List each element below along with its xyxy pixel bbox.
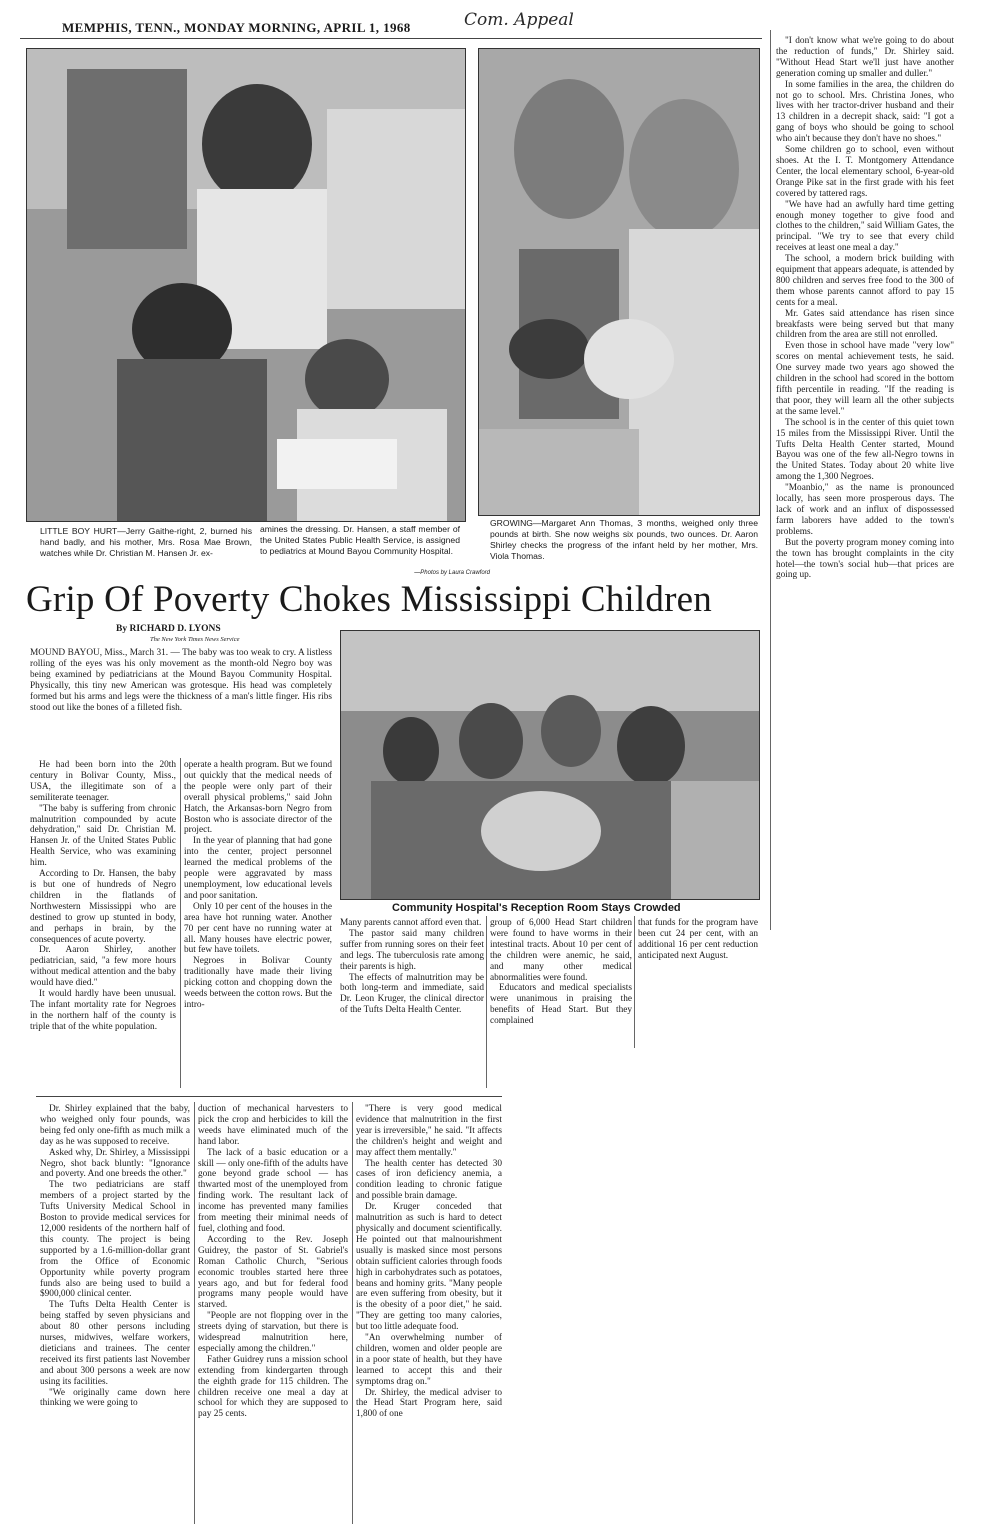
lower-column-2-paragraph: duction of mechanical harvesters to pick the crop and herbicides to kill the weeds have eliminated much of the hand labor. [198, 1104, 348, 1147]
photo-reception-room [340, 630, 760, 900]
lead-paragraph [30, 648, 332, 760]
column-divider [352, 1102, 353, 1524]
right-column-paragraph: "We have had an awfully hard time getting enough money together to give food and clothes to the children," said William Gates, the principal. "We try to see that every child receives at least one meal a day." [776, 199, 954, 254]
lower-column-2-paragraph: "People are not flopping over in the streets dying of starvation, but there is widespread malnutrition here, especially among the children." [198, 1311, 348, 1354]
lower-column-3-paragraph: Dr. Shirley, the medical adviser to the Head Start Program here, said 1,800 of one [356, 1387, 502, 1420]
photo-growing-image [479, 49, 759, 515]
right-column [776, 36, 954, 932]
right-column-paragraph: But the poverty program money coming into the town has brought complaints in the city hotel—the town's social hub—that prices are going up. [776, 537, 954, 581]
right-column-paragraph: "Moanbio," as the name is pronounced locally, has seen more prosperous days. The lack of work and an influx of dispossessed farm laborers have added to the town's problems. [776, 483, 954, 537]
lower-column-1-paragraph: Dr. Shirley explained that the baby, who weighed only four pounds, was being fed only one-fifth as much milk a day as he was supposed to receive. [40, 1104, 190, 1147]
lower-column-3-paragraph: "There is very good medical evidence that malnutrition in the first year is irreversible," he said. "It affects the children's height and weight and may affect them mentally." [356, 1104, 502, 1158]
column-1-paragraph: "The baby is suffering from chronic malnutrition compounded by acute dehydration," said Dr. Christian M. Hansen Jr. of the United States Public Health Service, who was examining him. [30, 803, 176, 869]
column-2-paragraph: operate a health program. But we found out quickly that the medical needs of the people were only part of their overall physical problems," said John Hatch, the Arkansas-born Negro from Boston who is associate director of the project. [184, 760, 332, 836]
lower-column-1-paragraph: "We originally came down here thinking we were going to [40, 1387, 190, 1409]
right-column-paragraph: In some families in the area, the children do not go to school. Mrs. Christina Jones, who lives with her tractor-driver husband and their 13 children in a decrepit shack, said: "I got a gang of boys who should be going to school who ain't because they don't have no shoes." [776, 79, 954, 145]
lower-column-3-paragraph: The health center has detected 30 cases of iron deficiency anemia, a condition leading to chronic fatigue and possible brain damage. [356, 1158, 502, 1202]
column-1 [30, 760, 176, 1090]
caption-little-boy-hurt: LITTLE BOY HURT—Jerry Gaithe-right, 2, burned his hand badly, and his mother, Mrs. Rosa Mae Brown, watches while Dr. Christian M. Hansen Jr. ex- [40, 526, 252, 558]
column-1-paragraph: According to Dr. Hansen, the baby is but one of hundreds of Negro children in the flatlands of Northwestern Mississippi who are destined to grow up stunted in body, and perhaps in brain, by the consequences of acute poverty. [30, 869, 176, 945]
column-divider [180, 758, 181, 1088]
lower-column-1 [40, 1104, 190, 1524]
caption-growing: GROWING—Margaret Ann Thomas, 3 months, weighed only three pounds at birth. She now weighs six pounds, two ounces. Dr. Aaron Shirley checks the progress of the infant held by her mother, Mrs. Viola Thomas. [490, 518, 758, 561]
column-2-paragraph: Negroes in Bolivar County traditionally have made their living picking cotton and chopping down the weeds between the cotton rows. But the intro- [184, 956, 332, 1010]
lower-column-3-paragraph: "An overwhelming number of children, women and older people are in a poor state of health, but they have learned to accept this and their symptoms drag on." [356, 1333, 502, 1387]
right-column-paragraph: The school is in the center of this quiet town 15 miles from the Mississippi River. Until the Tufts Delta Health Center started, Mound Bayou was one of the few all-Negro towns in the United States. Today about 20 white live among the 1,300 Negroes. [776, 417, 954, 483]
byline: By RICHARD D. LYONS [116, 624, 221, 634]
news-service: The New York Times News Service [150, 636, 240, 643]
lower-column-2-paragraph: The lack of a basic education or a skill — only one-fifth of the adults have gone beyond grade school — has thwarted most of the unemployed from finding work. The resultant lack of income has prevented many families from meeting their minimal needs of fuel, clothing and food. [198, 1147, 348, 1234]
photo-growing [478, 48, 760, 516]
dateline: MEMPHIS, TENN., MONDAY MORNING, APRIL 1, 1968 [62, 20, 411, 35]
lower-column-1-paragraph: Asked why, Dr. Shirley, a Mississippi Negro, shot back bluntly: "Ignorance and poverty. And one breeds the other." [40, 1147, 190, 1180]
column-1-paragraph: He had been born into the 20th century in Bolivar County, Miss., USA, the illegitimate son of a semiliterate teenager. [30, 760, 176, 803]
column-4-paragraph: Educators and medical specialists were unanimous in praising the benefits of Head Start. But they complained [490, 983, 632, 1027]
photo-little-boy-hurt-image [27, 49, 465, 521]
right-column-paragraph: "I don't know what we're going to do about the reduction of funds," Dr. Shirley said. "Without Head Start we'll just have another generation coming up smaller and duller." [776, 36, 954, 79]
lower-column-2-paragraph: Father Guidrey runs a mission school extending from kindergarten through the eighth grade for 115 children. The children receive one meal a day at school for which they are supposed to pay 25 cents. [198, 1354, 348, 1420]
reception-room-caption: Community Hospital's Reception Room Stays Crowded [392, 902, 681, 914]
column-1-paragraph: Dr. Aaron Shirley, another pediatrician, said, "a few more hours without medical attention and the baby would have died." [30, 945, 176, 989]
column-5-paragraph: that funds for the program have been cut 24 per cent, with an additional 16 per cent reduction anticipated next August. [638, 918, 758, 961]
column-2-paragraph: In the year of planning that had gone into the center, project personnel learned the medical problems of the people were aggravated by mass unemployment, low educational levels and poor sanitation. [184, 836, 332, 901]
column-3 [340, 918, 484, 1088]
handwritten-note: Com. Appeal [464, 10, 574, 30]
right-column-paragraph: Mr. Gates said attendance has risen since breakfasts were being served but that many children from the area are still not enrolled. [776, 308, 954, 341]
lower-column-2-paragraph: According to the Rev. Joseph Guidrey, the pastor of St. Gabriel's Roman Catholic Church, "Serious economic troubles started here three years ago, and but for federal food programs many people would have starved. [198, 1234, 348, 1311]
column-1-paragraph: It would hardly have been unusual. The infant mortality rate for Negroes in the northern half of the county is triple that of the white population. [30, 989, 176, 1032]
column-2-paragraph: Only 10 per cent of the houses in the area have hot running water. Another 70 per cent have no running water at all. Many houses have electric power, but few have toilets. [184, 901, 332, 956]
column-4-paragraph: group of 6,000 Head Start children were found to have worms in their intestinal tracts. About 10 per cent of the children were anemic, he said, and many other medical abnormalities were found. [490, 918, 632, 983]
lead-text: MOUND BAYOU, Miss., March 31. — The baby was too weak to cry. A listless rolling of the eyes was his only movement as the month-old Negro boy was being examined by pediatricians at the Mound Bayou Community Hospital. Physically, this tiny new American was grotesque. His head was completely formed but his arms and legs were the thickness of a man's little finger. His ribs stood out like the bones of a filleted fish. [30, 648, 332, 713]
column-2 [184, 760, 332, 1090]
lower-column-1-paragraph: The two pediatricians are staff members of a project started by the Tufts University Medical School in Boston to provide medical services for 12,000 residents of the northern half of this county. The project is being supported by a 1.6-million-dollar grant from the Office of Economic Opportunity while poverty program funds also are being used to build a $900,000 clinical center. [40, 1180, 190, 1300]
column-divider [770, 30, 771, 930]
right-column-paragraph: The school, a modern brick building with equipment that appears adequate, is attended by 800 children and serves free food to the 300 of them whose parents cannot afford to pay 15 cents for a meal. [776, 254, 954, 308]
column-3-paragraph: Many parents cannot afford even that. [340, 918, 482, 928]
column-divider [634, 916, 635, 1048]
lower-column-3 [356, 1104, 502, 1524]
column-5 [638, 918, 758, 978]
masthead-rule [20, 38, 762, 39]
lower-column-1-paragraph: The Tufts Delta Health Center is being staffed by seven physicians and about 80 other persons including nurses, midwives, welfare workers, dieticians and trainees. The center received its first patients last November and about 300 persons a week are now using its facilities. [40, 1300, 190, 1387]
column-divider [194, 1102, 195, 1524]
column-3-paragraph: The effects of malnutrition may be both long-term and immediate, said Dr. Leon Kruger, the clinical director of the Tufts Delta Health Center. [340, 972, 484, 1016]
lower-column-2 [198, 1104, 348, 1524]
photo-credit: —Photos by Laura Crawford [414, 570, 490, 576]
column-divider [486, 916, 487, 1088]
lower-column-3-paragraph: Dr. Kruger conceded that malnutrition as such is hard to detect physically and document scientifically. He pointed out that malnourishment usually is masked since most persons obtain sufficient calories through foods high in carbohydrates such as potatoes, beans and hominy grits. "Many people are even suffering from obesity, but it is the obesity of a poor diet," he said. "They are getting too many calories, but too little adequate food. [356, 1202, 502, 1333]
photo-reception-room-image [341, 631, 759, 899]
right-column-paragraph: Even those in school have made "very low" scores on mental achievement tests, he said. One survey made two years ago showed the children in the school had scored in the bottom fifth percentile in reading. "If the reading is that poor, they will learn all the other subjects at the same level." [776, 341, 954, 417]
column-4 [490, 918, 632, 1048]
column-3-paragraph: The pastor said many children suffer from running sores on their feet and legs. The tuberculosis rate among their parents is high. [340, 928, 484, 972]
right-column-paragraph: Some children go to school, even without shoes. At the I. T. Montgomery Attendance Center, the local elementary school, 6-year-old Orange Pike sat in the first grade with his feet covered by tattered rags. [776, 145, 954, 199]
photo-little-boy-hurt [26, 48, 466, 522]
caption-little-boy-hurt-continued: amines the dressing. Dr. Hansen, a staff member of the United States Public Health Service, is assigned to pediatrics at Mound Bayou Community Hospital. [260, 524, 460, 556]
lower-section-rule [36, 1096, 502, 1097]
headline: Grip Of Poverty Chokes Mississippi Children [26, 579, 712, 620]
